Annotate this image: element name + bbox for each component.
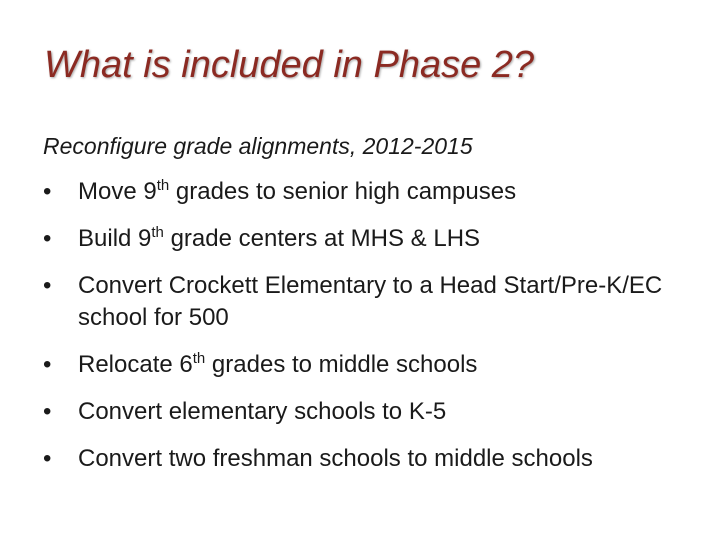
slide-subtitle: Reconfigure grade alignments, 2012-2015 [43, 133, 473, 159]
bullet-item-move-9th [43, 176, 703, 208]
bullet-item-freshman [43, 443, 703, 475]
bullet-dot-icon: • [43, 445, 52, 472]
bullet-text: Convert two freshman schools to middle schools [78, 445, 593, 472]
bullet-text: Move 9th grades to senior high campuses [78, 177, 517, 205]
bullet-dot-icon: • [43, 178, 52, 205]
slide-title: What is included in Phase 2? [44, 44, 535, 86]
bullet-dot-icon: • [43, 272, 52, 299]
bullet-item-k5 [43, 396, 703, 428]
bullet-dot-icon: • [43, 225, 52, 252]
bullet-dot-icon: • [43, 398, 52, 425]
bullet-dot-icon: • [43, 351, 52, 378]
bullet-text: Relocate 6th grades to middle schools [78, 350, 478, 378]
bullet-text: Convert Crockett Elementary to a Head Start/Pre-K/EC school for 500 [78, 272, 663, 331]
bullet-item-relocate-6th [43, 349, 703, 381]
bullet-list [43, 176, 703, 490]
bullet-item-build-9th [43, 223, 703, 255]
bullet-text: Convert elementary schools to K-5 [78, 398, 447, 425]
bullet-item-crockett [43, 270, 703, 334]
bullet-text: Build 9th grade centers at MHS & LHS [78, 224, 481, 252]
